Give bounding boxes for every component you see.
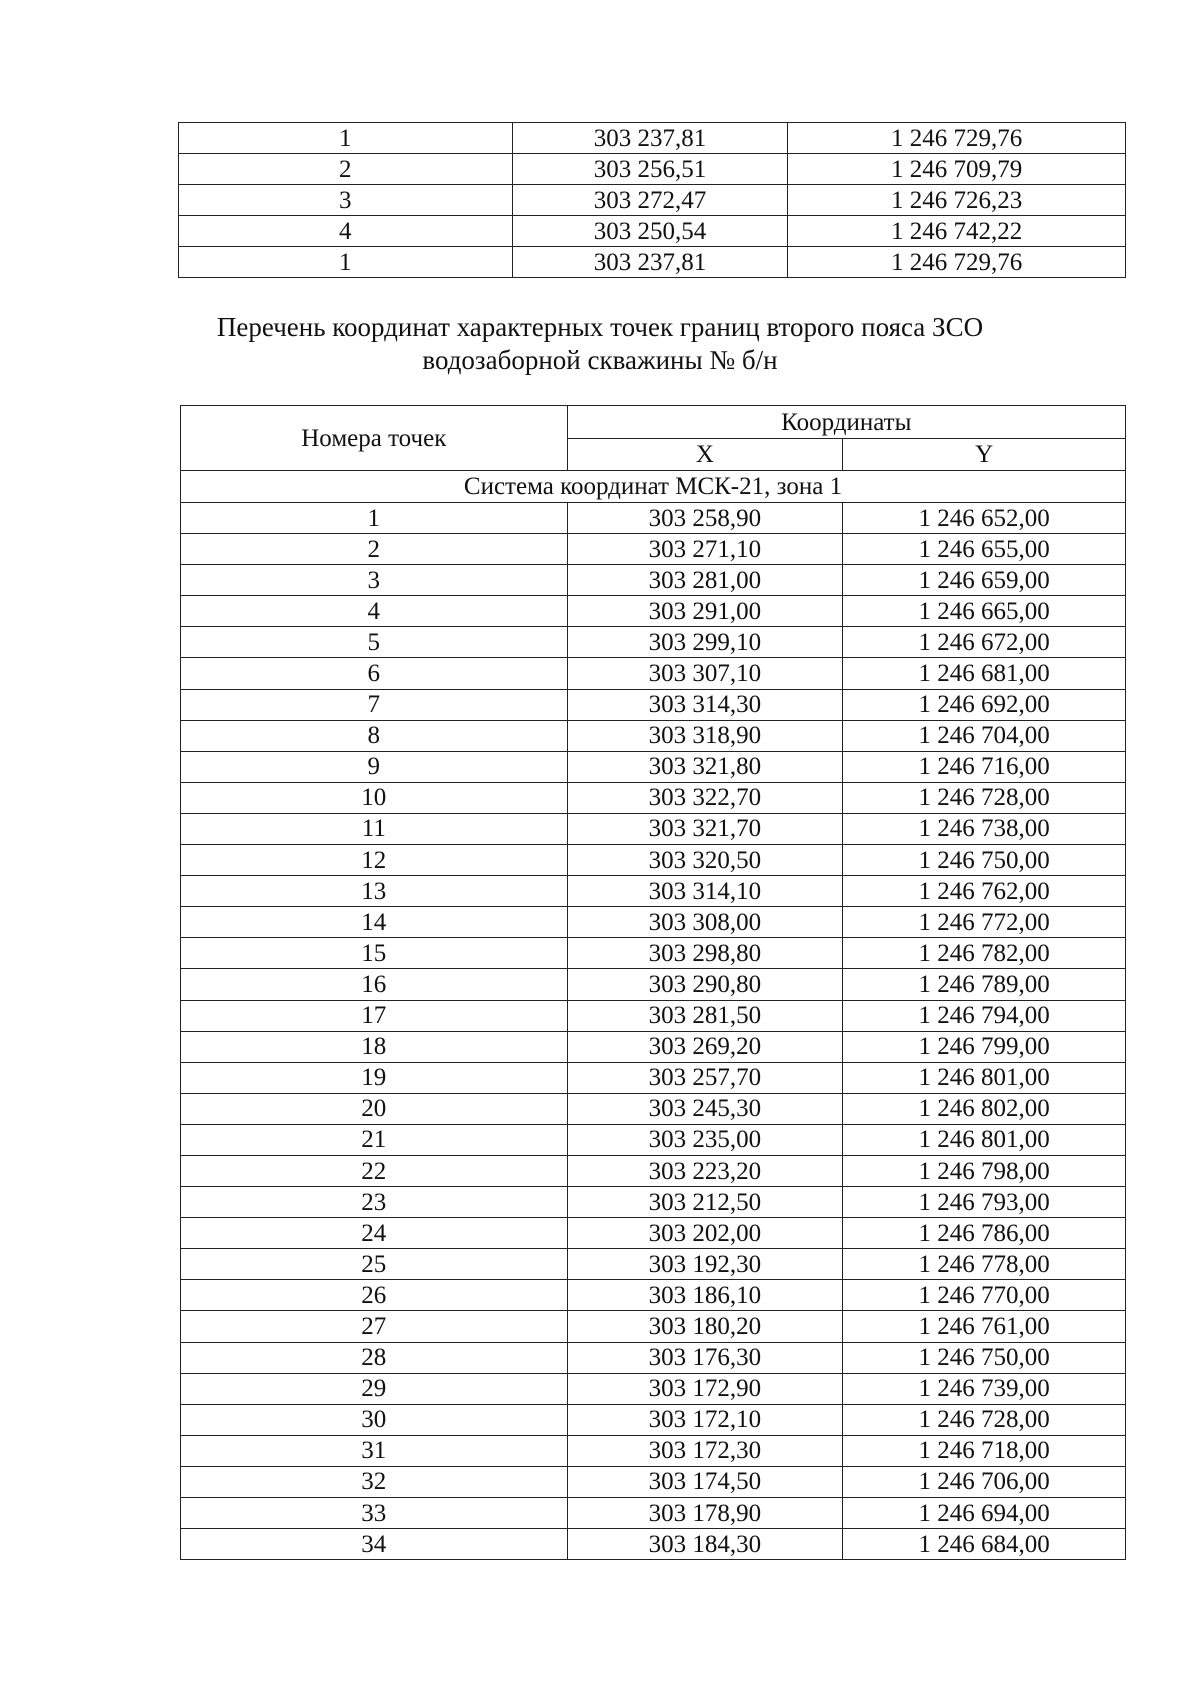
table-row (181, 1124, 1126, 1155)
table-row (181, 1000, 1126, 1031)
x-coordinate-cell: 303 314,10 (567, 876, 843, 907)
y-coordinate-cell: 1 246 704,00 (843, 720, 1126, 751)
table-row (181, 907, 1126, 938)
table-row (181, 1093, 1126, 1124)
table-row (181, 689, 1126, 720)
x-coordinate-cell: 303 291,00 (567, 596, 843, 627)
x-coordinate-cell: 303 321,70 (567, 813, 843, 844)
x-coordinate-cell: 303 237,81 (512, 247, 788, 278)
table-header (181, 406, 1126, 471)
points-number-header: Номера точек (181, 406, 568, 471)
x-coordinate-cell: 303 320,50 (567, 845, 843, 876)
point-number-cell: 5 (181, 627, 568, 658)
y-coordinate-cell: 1 246 802,00 (843, 1093, 1126, 1124)
table-row (181, 1031, 1126, 1062)
table-row (181, 1404, 1126, 1435)
point-number-cell: 8 (181, 720, 568, 751)
coordinates-header: Координаты (567, 406, 1125, 439)
y-coordinate-cell: 1 246 750,00 (843, 1342, 1126, 1373)
point-number-cell: 12 (181, 845, 568, 876)
point-number-cell: 31 (181, 1435, 568, 1466)
table-row (181, 938, 1126, 969)
table-row (181, 1435, 1126, 1466)
x-coordinate-cell: 303 269,20 (567, 1031, 843, 1062)
x-coordinate-cell: 303 186,10 (567, 1280, 843, 1311)
y-coordinate-cell: 1 246 770,00 (843, 1280, 1126, 1311)
y-coordinate-cell: 1 246 761,00 (843, 1311, 1126, 1342)
point-number-cell: 4 (181, 596, 568, 627)
x-coordinate-cell: 303 281,50 (567, 1000, 843, 1031)
x-coordinate-cell: 303 174,50 (567, 1466, 843, 1497)
point-number-cell: 23 (181, 1187, 568, 1218)
point-number-cell: 13 (181, 876, 568, 907)
y-coordinate-cell: 1 246 694,00 (843, 1498, 1126, 1529)
x-coordinate-cell: 303 212,50 (567, 1187, 843, 1218)
point-number-cell: 20 (181, 1093, 568, 1124)
table-row (181, 534, 1126, 565)
table-row (181, 751, 1126, 782)
point-number-cell: 22 (181, 1155, 568, 1186)
y-coordinate-cell: 1 246 772,00 (843, 907, 1126, 938)
point-number-cell: 4 (179, 216, 513, 247)
y-coordinate-cell: 1 246 709,79 (788, 154, 1126, 185)
table-row (179, 247, 1126, 278)
table-row (181, 1155, 1126, 1186)
x-coordinate-cell: 303 257,70 (567, 1062, 843, 1093)
point-number-cell: 32 (181, 1466, 568, 1497)
y-coordinate-cell: 1 246 798,00 (843, 1155, 1126, 1186)
table-row (181, 503, 1126, 534)
point-number-cell: 16 (181, 969, 568, 1000)
x-coordinate-cell: 303 184,30 (567, 1529, 843, 1560)
table-row (181, 1249, 1126, 1280)
table-row (181, 658, 1126, 689)
table-row (181, 720, 1126, 751)
x-coordinate-cell: 303 176,30 (567, 1342, 843, 1373)
x-coordinate-cell: 303 192,30 (567, 1249, 843, 1280)
table-row (181, 1187, 1126, 1218)
coordinate-system-row: Система координат МСК-21, зона 1 (181, 471, 1126, 503)
x-coordinate-cell: 303 237,81 (512, 123, 788, 154)
point-number-cell: 34 (181, 1529, 568, 1560)
x-coordinate-cell: 303 321,80 (567, 751, 843, 782)
y-coordinate-cell: 1 246 726,23 (788, 185, 1126, 216)
table-row (181, 876, 1126, 907)
y-coordinate-cell: 1 246 729,76 (788, 123, 1126, 154)
point-number-cell: 29 (181, 1373, 568, 1404)
x-coordinate-cell: 303 314,30 (567, 689, 843, 720)
table-row (179, 154, 1126, 185)
y-coordinate-cell: 1 246 742,22 (788, 216, 1126, 247)
x-coordinate-cell: 303 272,47 (512, 185, 788, 216)
point-number-cell: 28 (181, 1342, 568, 1373)
point-number-cell: 18 (181, 1031, 568, 1062)
table-row (181, 782, 1126, 813)
x-coordinate-cell: 303 235,00 (567, 1124, 843, 1155)
y-coordinate-cell: 1 246 782,00 (843, 938, 1126, 969)
point-number-cell: 14 (181, 907, 568, 938)
coordinate-system-section (181, 471, 1126, 503)
point-number-cell: 15 (181, 938, 568, 969)
y-coordinate-cell: 1 246 750,00 (843, 845, 1126, 876)
table-row (181, 1466, 1126, 1497)
x-column-header: X (567, 439, 843, 471)
x-coordinate-cell: 303 172,90 (567, 1373, 843, 1404)
point-number-cell: 17 (181, 1000, 568, 1031)
x-coordinate-cell: 303 202,00 (567, 1218, 843, 1249)
point-number-cell: 10 (181, 782, 568, 813)
table-row (181, 627, 1126, 658)
table-row (181, 1280, 1126, 1311)
table-row (179, 185, 1126, 216)
y-coordinate-cell: 1 246 739,00 (843, 1373, 1126, 1404)
heading-line-2: водозаборной скважины № б/н (422, 345, 778, 375)
point-number-cell: 6 (181, 658, 568, 689)
y-coordinate-cell: 1 246 652,00 (843, 503, 1126, 534)
table-row (181, 596, 1126, 627)
y-coordinate-cell: 1 246 684,00 (843, 1529, 1126, 1560)
y-coordinate-cell: 1 246 799,00 (843, 1031, 1126, 1062)
point-number-cell: 26 (181, 1280, 568, 1311)
table-row (181, 1311, 1126, 1342)
y-coordinate-cell: 1 246 655,00 (843, 534, 1126, 565)
point-number-cell: 19 (181, 1062, 568, 1093)
top-table-body (179, 123, 1126, 278)
point-number-cell: 27 (181, 1311, 568, 1342)
point-number-cell: 30 (181, 1404, 568, 1435)
y-coordinate-cell: 1 246 672,00 (843, 627, 1126, 658)
point-number-cell: 21 (181, 1124, 568, 1155)
y-coordinate-cell: 1 246 801,00 (843, 1124, 1126, 1155)
y-coordinate-cell: 1 246 728,00 (843, 1404, 1126, 1435)
y-coordinate-cell: 1 246 793,00 (843, 1187, 1126, 1218)
point-number-cell: 9 (181, 751, 568, 782)
table-row (181, 845, 1126, 876)
table-row (181, 565, 1126, 596)
top-coordinates-table (178, 122, 1126, 278)
x-coordinate-cell: 303 322,70 (567, 782, 843, 813)
y-coordinate-cell: 1 246 681,00 (843, 658, 1126, 689)
heading-line-1: Перечень координат характерных точек границ второго пояса ЗСО (216, 312, 984, 342)
point-number-cell: 1 (179, 123, 513, 154)
point-number-cell: 3 (179, 185, 513, 216)
y-coordinate-cell: 1 246 789,00 (843, 969, 1126, 1000)
x-coordinate-cell: 303 318,90 (567, 720, 843, 751)
point-number-cell: 25 (181, 1249, 568, 1280)
table-row (179, 123, 1126, 154)
points-table-body (181, 503, 1126, 1560)
x-coordinate-cell: 303 299,10 (567, 627, 843, 658)
table-row (181, 1218, 1126, 1249)
point-number-cell: 2 (179, 154, 513, 185)
point-number-cell: 33 (181, 1498, 568, 1529)
table-row (181, 1529, 1126, 1560)
y-coordinate-cell: 1 246 665,00 (843, 596, 1126, 627)
table-row (181, 1373, 1126, 1404)
x-coordinate-cell: 303 281,00 (567, 565, 843, 596)
y-coordinate-cell: 1 246 778,00 (843, 1249, 1126, 1280)
y-coordinate-cell: 1 246 692,00 (843, 689, 1126, 720)
x-coordinate-cell: 303 172,30 (567, 1435, 843, 1466)
x-coordinate-cell: 303 307,10 (567, 658, 843, 689)
x-coordinate-cell: 303 180,20 (567, 1311, 843, 1342)
x-coordinate-cell: 303 271,10 (567, 534, 843, 565)
y-coordinate-cell: 1 246 738,00 (843, 813, 1126, 844)
point-number-cell: 3 (181, 565, 568, 596)
x-coordinate-cell: 303 178,90 (567, 1498, 843, 1529)
point-number-cell: 2 (181, 534, 568, 565)
y-coordinate-cell: 1 246 718,00 (843, 1435, 1126, 1466)
x-coordinate-cell: 303 290,80 (567, 969, 843, 1000)
point-number-cell: 1 (179, 247, 513, 278)
x-coordinate-cell: 303 172,10 (567, 1404, 843, 1435)
x-coordinate-cell: 303 308,00 (567, 907, 843, 938)
point-number-cell: 7 (181, 689, 568, 720)
table-row (181, 969, 1126, 1000)
y-coordinate-cell: 1 246 706,00 (843, 1466, 1126, 1497)
y-coordinate-cell: 1 246 728,00 (843, 782, 1126, 813)
y-column-header: Y (843, 439, 1126, 471)
y-coordinate-cell: 1 246 729,76 (788, 247, 1126, 278)
y-coordinate-cell: 1 246 659,00 (843, 565, 1126, 596)
point-number-cell: 24 (181, 1218, 568, 1249)
y-coordinate-cell: 1 246 762,00 (843, 876, 1126, 907)
x-coordinate-cell: 303 223,20 (567, 1155, 843, 1186)
point-number-cell: 1 (181, 503, 568, 534)
table-row (181, 1498, 1126, 1529)
y-coordinate-cell: 1 246 794,00 (843, 1000, 1126, 1031)
table-row (181, 1062, 1126, 1093)
x-coordinate-cell: 303 245,30 (567, 1093, 843, 1124)
table-row (181, 1342, 1126, 1373)
y-coordinate-cell: 1 246 801,00 (843, 1062, 1126, 1093)
point-number-cell: 11 (181, 813, 568, 844)
x-coordinate-cell: 303 258,90 (567, 503, 843, 534)
y-coordinate-cell: 1 246 716,00 (843, 751, 1126, 782)
second-zone-coordinates-table (180, 405, 1126, 1560)
x-coordinate-cell: 303 250,54 (512, 216, 788, 247)
table-row (179, 216, 1126, 247)
y-coordinate-cell: 1 246 786,00 (843, 1218, 1126, 1249)
table-row (181, 813, 1126, 844)
x-coordinate-cell: 303 298,80 (567, 938, 843, 969)
x-coordinate-cell: 303 256,51 (512, 154, 788, 185)
